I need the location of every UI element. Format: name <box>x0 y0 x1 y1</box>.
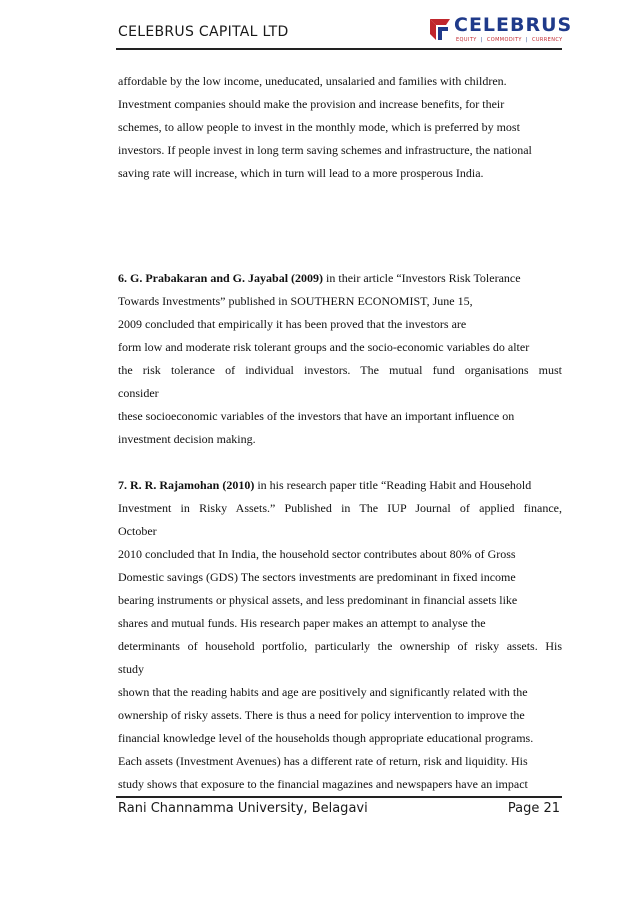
text-line: bearing instruments or physical assets, and less predominant in financial assets like <box>118 593 518 607</box>
logo-name: CELEBRUS <box>454 14 573 36</box>
tagline-commodity: COMMODITY <box>486 37 522 43</box>
text-line: Domestic savings (GDS) The sectors investments are predominant in fixed income <box>118 570 516 584</box>
footer-university: Rani Channamma University, Belagavi <box>118 801 368 816</box>
text-line: Investment in Risky Assets.” Published in The IUP Journal of applied finance, <box>118 501 562 515</box>
text-line: saving rate will increase, which in turn will lead to a more prosperous India. <box>118 166 484 180</box>
reference-author: 6. G. Prabakaran and G. Jayabal (2009) <box>118 271 324 285</box>
tagline-separator: | <box>480 37 483 43</box>
tagline-equity: EQUITY <box>456 37 477 43</box>
spacer <box>118 451 562 474</box>
text-line: consider <box>118 386 159 400</box>
text-line: study <box>118 662 145 676</box>
text-line: investment decision making. <box>118 432 256 446</box>
reference-title-start: in their article “Investors Risk Tolerance <box>323 271 521 285</box>
tagline-separator: | <box>525 37 528 43</box>
text-line: form low and moderate risk tolerant groups and the socio-economic variables do alter <box>118 340 530 354</box>
text-line: October <box>118 524 157 538</box>
reference-6 <box>118 267 562 451</box>
tagline-currency: CURRENCY <box>531 37 563 43</box>
footer-rule <box>116 796 562 798</box>
reference-author: 7. R. R. Rajamohan (2010) <box>118 478 255 492</box>
reference-7 <box>118 474 562 796</box>
reference-title-start: in his research paper title “Reading Habit and Household <box>254 478 532 492</box>
text-line: financial knowledge level of the households though appropriate educational programs. <box>118 731 534 745</box>
text-line: Each assets (Investment Avenues) has a different rate of return, risk and liquidity. His <box>118 754 528 768</box>
spacer <box>118 185 562 267</box>
header-title: CELEBRUS CAPITAL LTD <box>118 24 289 40</box>
text-line: affordable by the low income, uneducated, unsalaried and families with children. <box>118 74 507 88</box>
page-header <box>118 14 573 48</box>
intro-paragraph <box>118 70 562 185</box>
celebrus-logo <box>428 14 574 46</box>
text-line: Investment companies should make the provision and increase benefits, for their <box>118 97 505 111</box>
text-line: determinants of household portfolio, particularly the ownership of risky assets. His <box>118 639 562 653</box>
celebrus-mark-icon <box>428 16 452 42</box>
text-line: 2009 concluded that empirically it has been proved that the investors are <box>118 317 467 331</box>
text-line: shares and mutual funds. His research paper makes an attempt to analyse the <box>118 616 486 630</box>
page-content <box>118 70 562 796</box>
text-line <box>118 474 562 497</box>
logo-tagline <box>456 37 563 43</box>
text-line: 2010 concluded that In India, the household sector contributes about 80% of Gross <box>118 547 516 561</box>
text-line: these socioeconomic variables of the investors that have an important influence on <box>118 409 515 423</box>
text-line: Towards Investments” published in SOUTHERN ECONOMIST, June 15, <box>118 294 473 308</box>
text-line <box>118 267 562 290</box>
text-line: investors. If people invest in long term saving schemes and infrastructure, the national <box>118 143 532 157</box>
text-line: shown that the reading habits and age are positively and significantly related with the <box>118 685 528 699</box>
text-line: the risk tolerance of individual investors. The mutual fund organisations must <box>118 363 562 377</box>
text-line: study shows that exposure to the financial magazines and newspapers have an impact <box>118 777 528 791</box>
text-line: ownership of risky assets. There is thus a need for policy intervention to improve the <box>118 708 525 722</box>
header-rule <box>116 48 562 50</box>
text-line: schemes, to allow people to invest in the monthly mode, which is preferred by most <box>118 120 520 134</box>
page-number: Page 21 <box>507 801 560 816</box>
